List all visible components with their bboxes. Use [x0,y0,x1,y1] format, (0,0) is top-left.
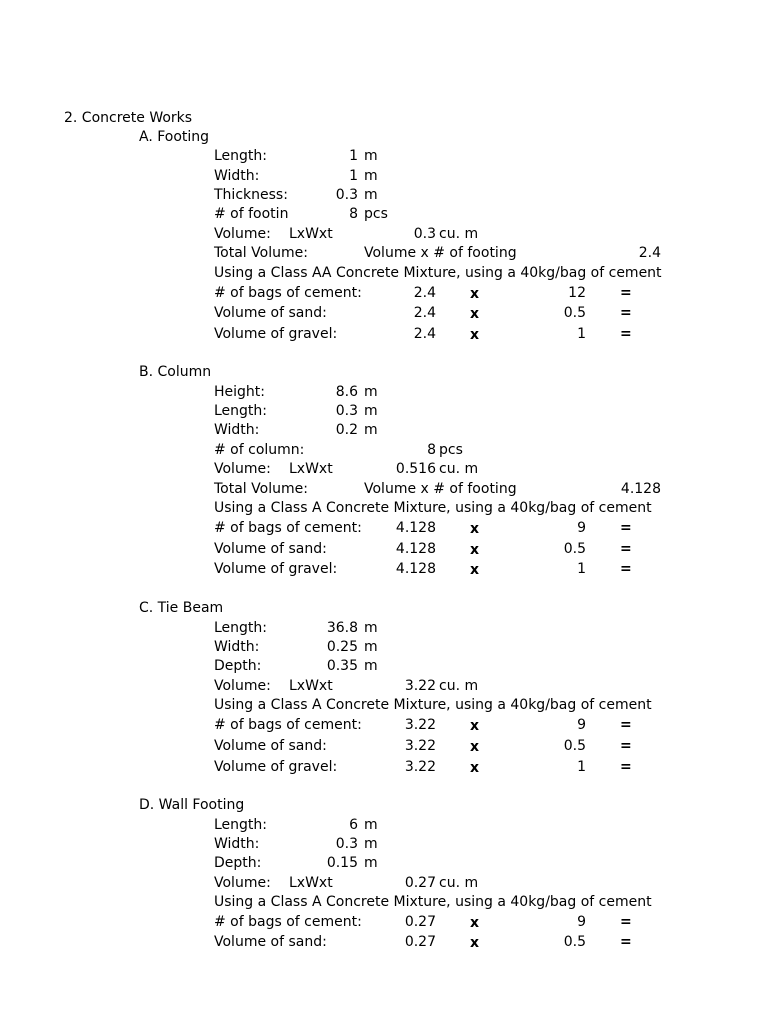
tiebeam-sand-factor: 0.5 [563,738,586,754]
tiebeam-width-value: 0.25 [326,639,358,655]
footing-length-value: 1 [349,148,358,164]
column-sand-label: Volume of sand: [214,541,327,557]
column-length-label: Length: [214,403,268,419]
column-width-value: 0.2 [335,422,358,438]
footing-width-value: 1 [349,168,358,184]
equals-sign: = [620,934,632,950]
section-heading: 2. Concrete Works [64,110,193,126]
multiply-sign: x [470,718,480,734]
wallfooting-sand-label: Volume of sand: [214,934,327,950]
column-volume-label: Volume: [214,461,271,477]
unit-label: cu. m [439,678,479,694]
wallfooting-cement-factor: 9 [577,914,586,930]
wallfooting-length-label: Length: [214,817,268,833]
equals-sign: = [620,520,632,536]
unit-label: m [364,422,378,438]
wallfooting-width-label: Width: [214,836,260,852]
column-total-formula: Volume x # of footing [364,481,517,497]
multiply-sign: x [470,542,480,558]
tiebeam-sand-qty: 3.22 [404,738,436,754]
equals-sign: = [620,561,632,577]
wallfooting-depth-value: 0.15 [326,855,358,871]
equals-sign: = [620,759,632,775]
unit-label: m [364,836,378,852]
tiebeam-cement-factor: 9 [577,717,586,733]
footing-mixture-note: Using a Class AA Concrete Mixture, using a 40kg/bag of cement [214,265,662,281]
footing-title: A. Footing [139,129,210,145]
column-gravel-factor: 1 [577,561,586,577]
tiebeam-volume-label: Volume: [214,678,271,694]
equals-sign: = [620,738,632,754]
unit-label: m [364,658,378,674]
column-sand-factor: 0.5 [563,541,586,557]
equals-sign: = [620,305,632,321]
multiply-sign: x [470,739,480,755]
multiply-sign: x [470,306,480,322]
unit-label: m [364,187,378,203]
footing-sand-qty: 2.4 [413,305,436,321]
tiebeam-sand-label: Volume of sand: [214,738,327,754]
tiebeam-cement-label: # of bags of cement: [214,717,362,733]
footing-cement-factor: 12 [568,285,586,301]
wallfooting-width-value: 0.3 [335,836,358,852]
unit-label: m [364,620,378,636]
wallfooting-length-value: 6 [349,817,358,833]
tiebeam-width-label: Width: [214,639,260,655]
column-width-label: Width: [214,422,260,438]
multiply-sign: x [470,562,480,578]
column-count-label: # of column: [214,442,305,458]
tiebeam-length-label: Length: [214,620,268,636]
multiply-sign: x [470,915,480,931]
tiebeam-volume-formula: LxWxt [289,678,333,694]
footing-volume-value: 0.3 [413,226,436,242]
footing-thickness-value: 0.3 [335,187,358,203]
unit-label: m [364,403,378,419]
wallfooting-sand-factor: 0.5 [563,934,586,950]
unit-label: pcs [364,206,388,222]
tiebeam-cement-qty: 3.22 [404,717,436,733]
column-mixture-note: Using a Class A Concrete Mixture, using a 40kg/bag of cement [214,500,652,516]
footing-gravel-qty: 2.4 [413,326,436,342]
wallfooting-depth-label: Depth: [214,855,262,871]
column-gravel-label: Volume of gravel: [214,561,338,577]
column-cement-qty: 4.128 [395,520,436,536]
unit-label: m [364,855,378,871]
unit-label: m [364,168,378,184]
column-height-label: Height: [214,384,265,400]
tiebeam-gravel-label: Volume of gravel: [214,759,338,775]
wallfooting-volume-value: 0.27 [404,875,436,891]
equals-sign: = [620,914,632,930]
wallfooting-cement-qty: 0.27 [404,914,436,930]
wallfooting-cement-label: # of bags of cement: [214,914,362,930]
column-height-value: 8.6 [335,384,358,400]
equals-sign: = [620,541,632,557]
footing-length-label: Length: [214,148,268,164]
tiebeam-depth-label: Depth: [214,658,262,674]
unit-label: pcs [439,442,463,458]
footing-gravel-factor: 1 [577,326,586,342]
column-cement-factor: 9 [577,520,586,536]
column-sand-qty: 4.128 [395,541,436,557]
column-length-value: 0.3 [335,403,358,419]
footing-sand-label: Volume of sand: [214,305,327,321]
tiebeam-gravel-qty: 3.22 [404,759,436,775]
unit-label: m [364,639,378,655]
column-total-label: Total Volume: [214,481,308,497]
wallfooting-title: D. Wall Footing [139,797,245,813]
footing-volume-formula: LxWxt [289,226,333,242]
multiply-sign: x [470,327,480,343]
footing-total-formula: Volume x # of footing [364,245,517,261]
footing-sand-factor: 0.5 [563,305,586,321]
multiply-sign: x [470,935,480,951]
unit-label: cu. m [439,226,479,242]
footing-count-label: # of footin [214,206,289,222]
wallfooting-volume-label: Volume: [214,875,271,891]
equals-sign: = [620,717,632,733]
footing-count-value: 8 [349,206,358,222]
unit-label: cu. m [439,875,479,891]
tiebeam-volume-value: 3.22 [404,678,436,694]
equals-sign: = [620,326,632,342]
footing-volume-label: Volume: [214,226,271,242]
column-count-value: 8 [427,442,436,458]
footing-width-label: Width: [214,168,260,184]
equals-sign: = [620,285,632,301]
column-volume-formula: LxWxt [289,461,333,477]
footing-gravel-label: Volume of gravel: [214,326,338,342]
tiebeam-depth-value: 0.35 [326,658,358,674]
multiply-sign: x [470,760,480,776]
tiebeam-length-value: 36.8 [326,620,358,636]
tiebeam-title: C. Tie Beam [139,600,224,616]
tiebeam-mixture-note: Using a Class A Concrete Mixture, using a 40kg/bag of cement [214,697,652,713]
footing-total-value: 2.4 [638,245,661,261]
footing-total-label: Total Volume: [214,245,308,261]
unit-label: cu. m [439,461,479,477]
footing-thickness-label: Thickness: [214,187,288,203]
multiply-sign: x [470,521,480,537]
wallfooting-mixture-note: Using a Class A Concrete Mixture, using a 40kg/bag of cement [214,894,652,910]
multiply-sign: x [470,286,480,302]
unit-label: m [364,148,378,164]
column-volume-value: 0.516 [395,461,436,477]
wallfooting-sand-qty: 0.27 [404,934,436,950]
footing-cement-qty: 2.4 [413,285,436,301]
column-title: B. Column [139,364,212,380]
wallfooting-volume-formula: LxWxt [289,875,333,891]
column-gravel-qty: 4.128 [395,561,436,577]
column-cement-label: # of bags of cement: [214,520,362,536]
unit-label: m [364,384,378,400]
column-total-value: 4.128 [620,481,661,497]
unit-label: m [364,817,378,833]
tiebeam-gravel-factor: 1 [577,759,586,775]
footing-cement-label: # of bags of cement: [214,285,362,301]
